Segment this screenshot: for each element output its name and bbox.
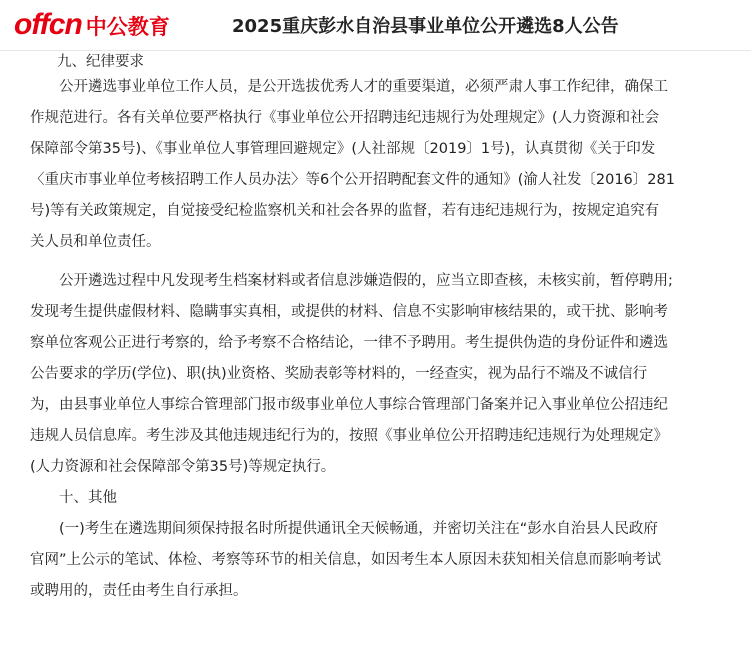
paragraph-line: 或聘用的，责任由考生自行承担。: [30, 583, 248, 599]
paragraph-line: 保障部令第35号)、《事业单位人事管理回避规定》(人社部规〔2019〕1号)，认真贯彻《关于印发: [30, 141, 656, 157]
paragraph-line: 作规范进行。各有关单位要严格执行《事业单位公开招聘违纪违规行为处理规定》(人力资源和社会: [30, 110, 660, 126]
paragraph-line: 察单位客观公正进行考察的，给予考察不合格结论，一律不予聘用。考生提供伪造的身份证件和遴选: [30, 335, 668, 351]
section-10-paragraph-1: [30, 514, 748, 607]
section-10-heading-row: [30, 483, 748, 514]
paragraph-line: 发现考生提供虚假材料、隐瞒事实真相，或提供的材料、信息不实影响审核结果的，或干扰、影响考: [30, 304, 668, 320]
section-9-paragraph-2: [30, 266, 748, 483]
paragraph-line: (人力资源和社会保障部令第35号)等规定执行。: [30, 459, 336, 475]
paragraph-line: 违规人员信息库。考生涉及其他违规违纪行为的，按照《事业单位公开招聘违纪违规行为处理规定》: [30, 428, 668, 444]
paragraph-line: 公开遴选过程中凡发现考生档案材料或者信息涉嫌造假的，应当立即查核，未核实前，暂停聘用;: [59, 273, 673, 289]
section-9-heading: 九、纪律要求: [57, 54, 144, 70]
paragraph-line: 公开遴选事业单位工作人员，是公开选拔优秀人才的重要渠道，必须严肃人事工作纪律，确保工: [59, 79, 668, 95]
paragraph-line: 公告要求的学历(学位)、职(执)业资格、奖励表彰等材料的，一经查实，视为品行不端及不诚信行: [30, 366, 648, 382]
paragraph-line: 号)等有关政策规定，自觉接受纪检监察机关和社会各界的监督，若有违纪违规行为，按规定追究有: [30, 203, 660, 219]
paragraph-line: (一)考生在遴选期间须保持报名时所提供通讯全天候畅通，并密切关注在“彭水自治县人民政府: [59, 521, 658, 537]
article-body: [0, 50, 751, 607]
logo-chinese: 中公教育: [85, 15, 170, 39]
section-9-paragraph-1: [30, 72, 748, 258]
logo-latin: offcn: [14, 8, 82, 41]
paragraph-line: 官网”上公示的笔试、体检、考察等环节的相关信息，如因考生本人原因未获知相关信息而影响考试: [30, 552, 662, 568]
paragraph-line: 为，由县事业单位人事综合管理部门报市级事业单位人事综合管理部门备案并记入事业单位公招违纪: [30, 397, 668, 413]
paragraph-line: 关人员和单位责任。: [30, 234, 161, 250]
paragraph-gap: [30, 258, 751, 266]
section-10-heading: 十、其他: [59, 490, 117, 506]
page-title: 2025重庆彭水自治县事业单位公开遴选8人公告: [232, 16, 619, 37]
page-header: [0, 0, 751, 51]
offcn-logo[interactable]: [14, 8, 204, 42]
paragraph-line: 〈重庆市事业单位考核招聘工作人员办法〉等6个公开招聘配套文件的通知》(渝人社发〔2016〕281: [30, 172, 675, 188]
